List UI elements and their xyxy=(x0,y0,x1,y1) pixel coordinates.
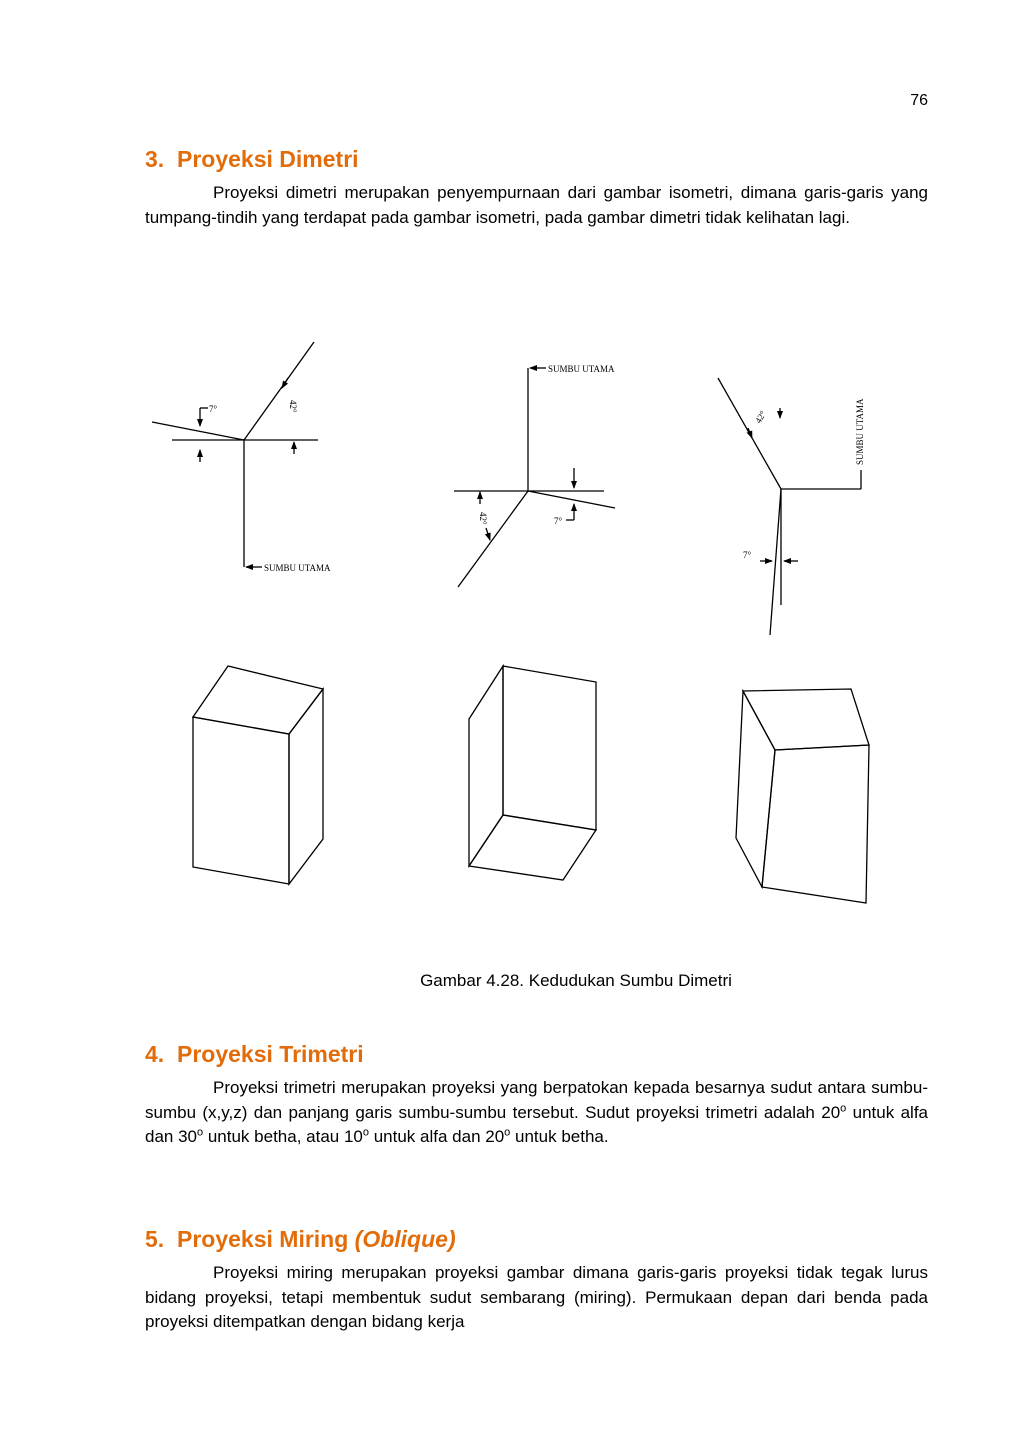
right-angle-7: 7° xyxy=(743,550,752,560)
box-middle xyxy=(469,666,596,880)
section-4-number: 4. xyxy=(145,1041,165,1067)
section-4-paragraph xyxy=(145,1076,928,1150)
section-3-number: 3. xyxy=(145,146,165,172)
middle-axis-label: SUMBU UTAMA xyxy=(548,364,615,374)
box-right xyxy=(736,689,869,903)
middle-angle-7: 7° xyxy=(554,516,563,526)
left-angle-7: 7° xyxy=(209,404,218,414)
degree-mark: o xyxy=(840,1101,847,1114)
trimetri-text-2: untuk alfa dan 30 xyxy=(145,1102,928,1146)
section-3-heading xyxy=(145,146,359,173)
trimetri-text-5: untuk betha. xyxy=(510,1127,609,1146)
figure-dimetri-axes xyxy=(0,330,1024,960)
middle-angle-42: 42° xyxy=(478,512,488,525)
page-number: 76 xyxy=(910,92,928,109)
left-axis-label: SUMBU UTAMA xyxy=(264,563,331,573)
section-5-title: Proyeksi Miring xyxy=(177,1226,355,1252)
trimetri-text-1: Proyeksi trimetri merupakan proyeksi yang berpatokan kepada besarnya sudut antara sumbu-sumbu (x,y,z) dan panjang garis sumbu-sumbu tersebut. Sudut proyeksi trimetri adalah 20 xyxy=(145,1078,928,1122)
trimetri-text-4: untuk alfa dan 20 xyxy=(369,1127,505,1146)
section-5-number: 5. xyxy=(145,1226,165,1252)
left-angle-42: 42° xyxy=(288,400,298,413)
section-3-paragraph: Proyeksi dimetri merupakan penyempurnaan dari gambar isometri, dimana garis-garis yang tumpang-tindih yang terdapat pada gambar isometri, pada gambar dimetri tidak kelihatan lagi. xyxy=(145,183,928,227)
figure-caption: Gambar 4.28. Kedudukan Sumbu Dimetri xyxy=(420,971,732,990)
section-5-paragraph: Proyeksi miring merupakan proyeksi gambar dimana garis-garis proyeksi tidak tegak lurus bidang proyeksi, tetapi membentuk sudut sembarang (miring). Permukaan depan dari benda pada proyeksi ditempatkan dengan bidang kerja xyxy=(145,1263,928,1331)
axis-diagram-right xyxy=(718,378,865,635)
degree-mark: o xyxy=(362,1126,369,1139)
axis-diagram-left xyxy=(152,342,331,573)
degree-mark: o xyxy=(504,1126,511,1139)
box-left xyxy=(193,666,323,884)
section-4-heading xyxy=(145,1041,364,1068)
section-3-title: Proyeksi Dimetri xyxy=(177,146,359,172)
degree-mark: o xyxy=(197,1126,204,1139)
section-5-title-italic: (Oblique) xyxy=(354,1226,456,1252)
section-5-heading xyxy=(145,1226,456,1253)
right-angle-42: 42° xyxy=(753,409,769,425)
right-axis-label: SUMBU UTAMA xyxy=(855,398,865,465)
axis-diagram-middle xyxy=(454,364,615,587)
trimetri-text-3: untuk betha, atau 10 xyxy=(203,1127,363,1146)
section-4-title: Proyeksi Trimetri xyxy=(177,1041,364,1067)
